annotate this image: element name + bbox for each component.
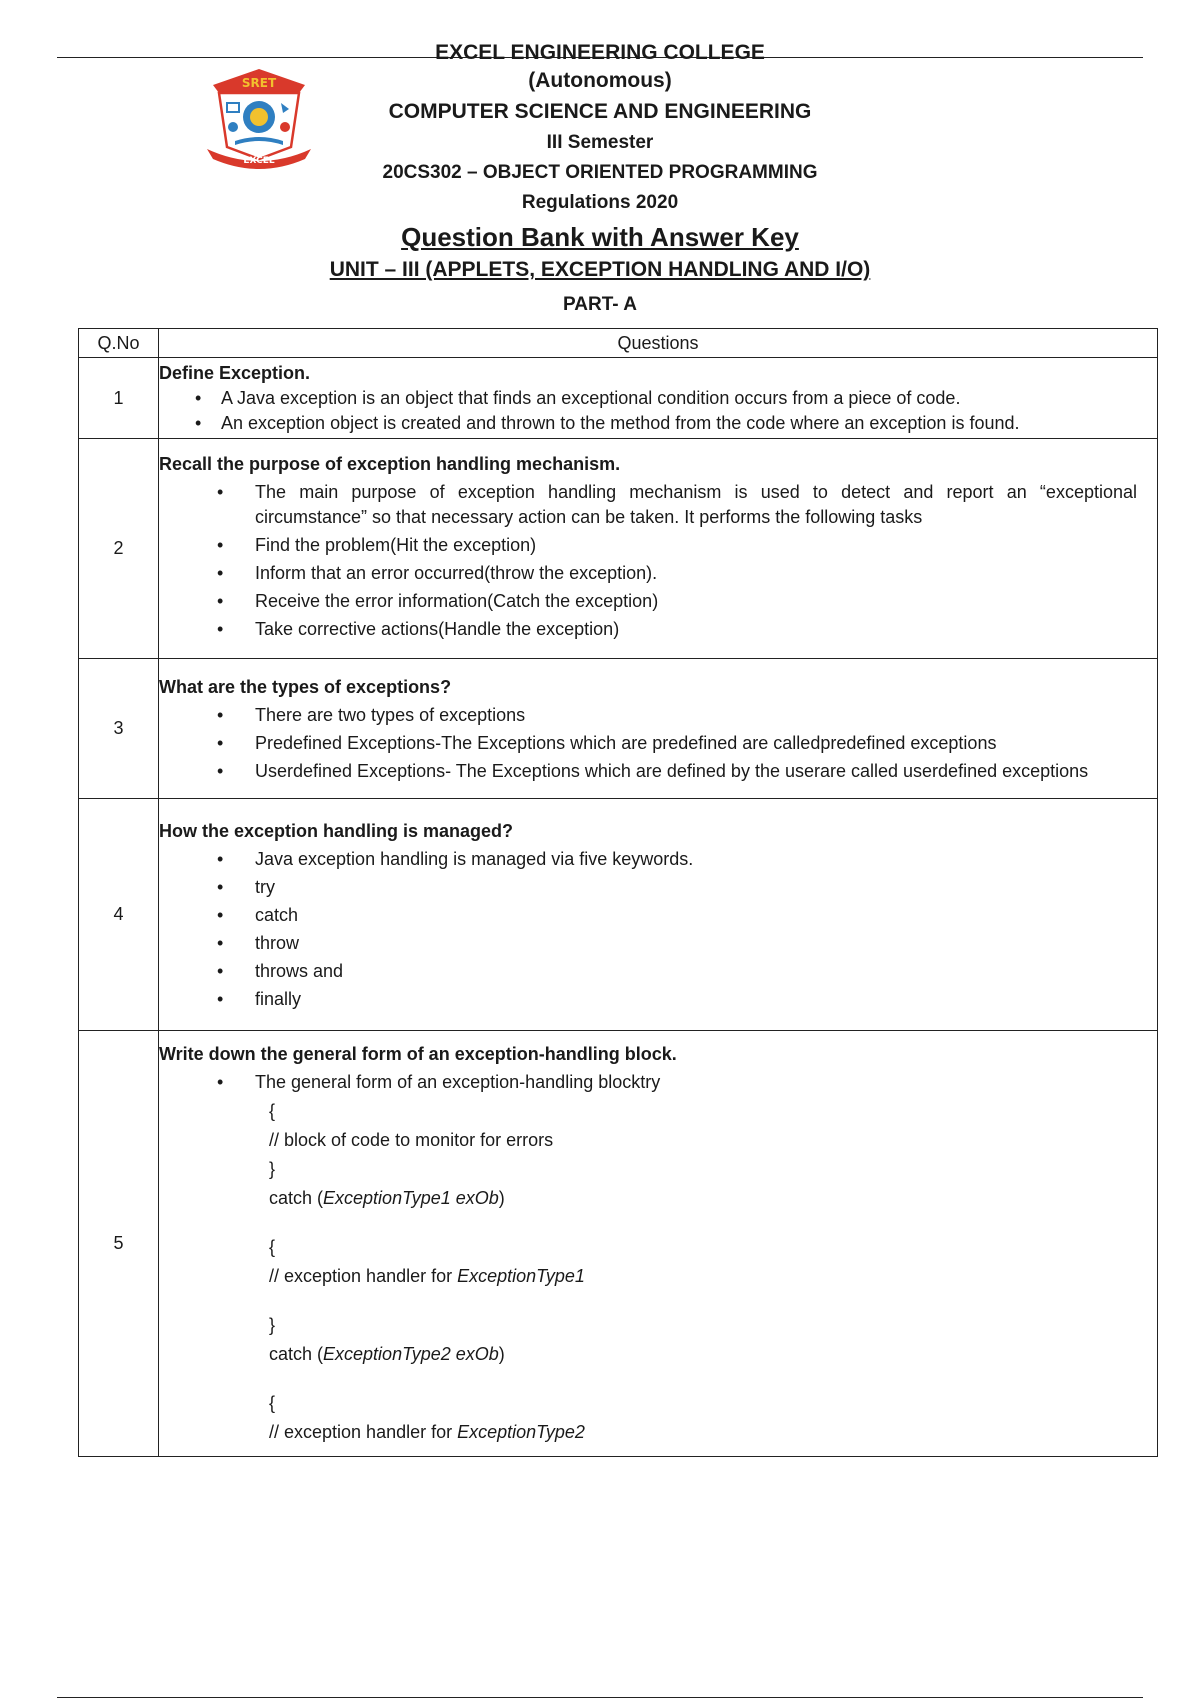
unit-title: UNIT – III (APPLETS, EXCEPTION HANDLING AND I/O): [329, 258, 871, 281]
code-text: // exception handler for: [269, 1266, 458, 1286]
answer-point: • throw: [159, 931, 1157, 956]
answer-point: • Find the problem(Hit the exception): [159, 533, 1157, 558]
question-cell: [159, 659, 1158, 799]
answer-point: • throws and: [159, 959, 1157, 984]
answer-list: [159, 847, 1157, 1012]
question-cell: [159, 358, 1158, 439]
question-number: 4: [79, 799, 159, 1031]
code-text: catch (: [269, 1344, 324, 1364]
bottom-rule: [57, 1697, 1143, 1698]
question-table: [78, 328, 1158, 1457]
document-title: Question Bank with Answer Key: [401, 222, 799, 252]
table-row: [79, 799, 1158, 1031]
question-text: Define Exception.: [159, 362, 311, 383]
answer-point: • The general form of an exception-handling blocktry: [159, 1070, 1157, 1095]
answer-point: • The main purpose of exception handling mechanism is used to detect and report an “exceptional circumstance” so that necessary action can be taken. It performs the following tasks: [159, 480, 1157, 530]
course-title: 20CS302 – OBJECT ORIENTED PROGRAMMING: [382, 162, 818, 183]
question-cell: [159, 1031, 1158, 1457]
table-row: [79, 358, 1158, 439]
question-number: 2: [79, 439, 159, 659]
answer-point: • Take corrective actions(Handle the exception): [159, 617, 1157, 642]
question-number: 3: [79, 659, 159, 799]
answer-point: • Inform that an error occurred(throw the exception).: [159, 561, 1157, 586]
answer-list: [159, 1070, 1157, 1095]
col-header-qno: Q.No: [79, 329, 159, 358]
answer-point: • Userdefined Exceptions- The Exceptions which are defined by the userare called userdefined exceptions: [159, 759, 1157, 784]
code-text: catch (: [269, 1188, 324, 1208]
code-text: ExceptionType1: [457, 1266, 585, 1286]
answer-point: • An exception object is created and thrown to the method from the code where an exception is found.: [159, 411, 1157, 436]
code-line: // block of code to monitor for errors: [269, 1130, 554, 1150]
semester-label: III Semester: [546, 132, 654, 153]
col-header-questions: Questions: [159, 329, 1158, 358]
code-text: ExceptionType1 exOb: [323, 1188, 499, 1208]
answer-point: • Predefined Exceptions-The Exceptions which are predefined are calledpredefined exceptions: [159, 731, 1157, 756]
answer-point: • A Java exception is an object that finds an exceptional condition occurs from a piece of code.: [159, 386, 1157, 411]
code-text: ): [498, 1188, 505, 1208]
question-cell: [159, 799, 1158, 1031]
answer-point: • try: [159, 875, 1157, 900]
code-line: }: [269, 1159, 276, 1179]
svg-text:SRET: SRET: [241, 76, 277, 90]
code-text: // exception handler for: [269, 1422, 458, 1442]
code-text: ExceptionType2: [457, 1422, 585, 1442]
code-text: ): [498, 1344, 505, 1364]
department-name: COMPUTER SCIENCE AND ENGINEERING: [388, 100, 812, 123]
question-text: Recall the purpose of exception handling mechanism.: [159, 454, 621, 474]
code-line: [269, 1420, 1157, 1445]
question-text: How the exception handling is managed?: [159, 820, 514, 841]
answer-point: • Receive the error information(Catch the exception): [159, 589, 1157, 614]
question-text: What are the types of exceptions?: [159, 676, 452, 697]
code-line: }: [269, 1315, 276, 1335]
question-cell: [159, 439, 1158, 659]
table-row: [79, 659, 1158, 799]
table-header-row: [79, 329, 1158, 358]
table-row: [79, 439, 1158, 659]
college-name: EXCEL ENGINEERING COLLEGE: [435, 41, 765, 64]
code-block: [159, 1099, 1157, 1445]
answer-point: • Java exception handling is managed via five keywords.: [159, 847, 1157, 872]
document-header: [0, 40, 1200, 320]
part-label: PART- A: [563, 294, 637, 315]
table-row: [79, 1031, 1158, 1457]
answer-list: [159, 480, 1157, 642]
regulations-label: Regulations 2020: [521, 192, 679, 213]
answer-list: [159, 703, 1157, 784]
answer-point: • catch: [159, 903, 1157, 928]
question-number: 1: [79, 358, 159, 439]
code-line: [269, 1342, 1157, 1367]
answer-point: • There are two types of exceptions: [159, 703, 1157, 728]
code-line: {: [269, 1393, 276, 1413]
code-line: {: [269, 1101, 276, 1121]
code-text: ExceptionType2 exOb: [323, 1344, 499, 1364]
code-line: {: [269, 1237, 276, 1257]
question-number: 5: [79, 1031, 159, 1457]
svg-text:EXCEL: EXCEL: [243, 156, 275, 166]
autonomous-label: (Autonomous): [528, 69, 672, 92]
answer-point: • finally: [159, 987, 1157, 1012]
code-line: [269, 1186, 1157, 1211]
answer-list: [159, 386, 1157, 436]
code-line: [269, 1264, 1157, 1289]
question-text: Write down the general form of an exception-handling block.: [159, 1044, 677, 1064]
